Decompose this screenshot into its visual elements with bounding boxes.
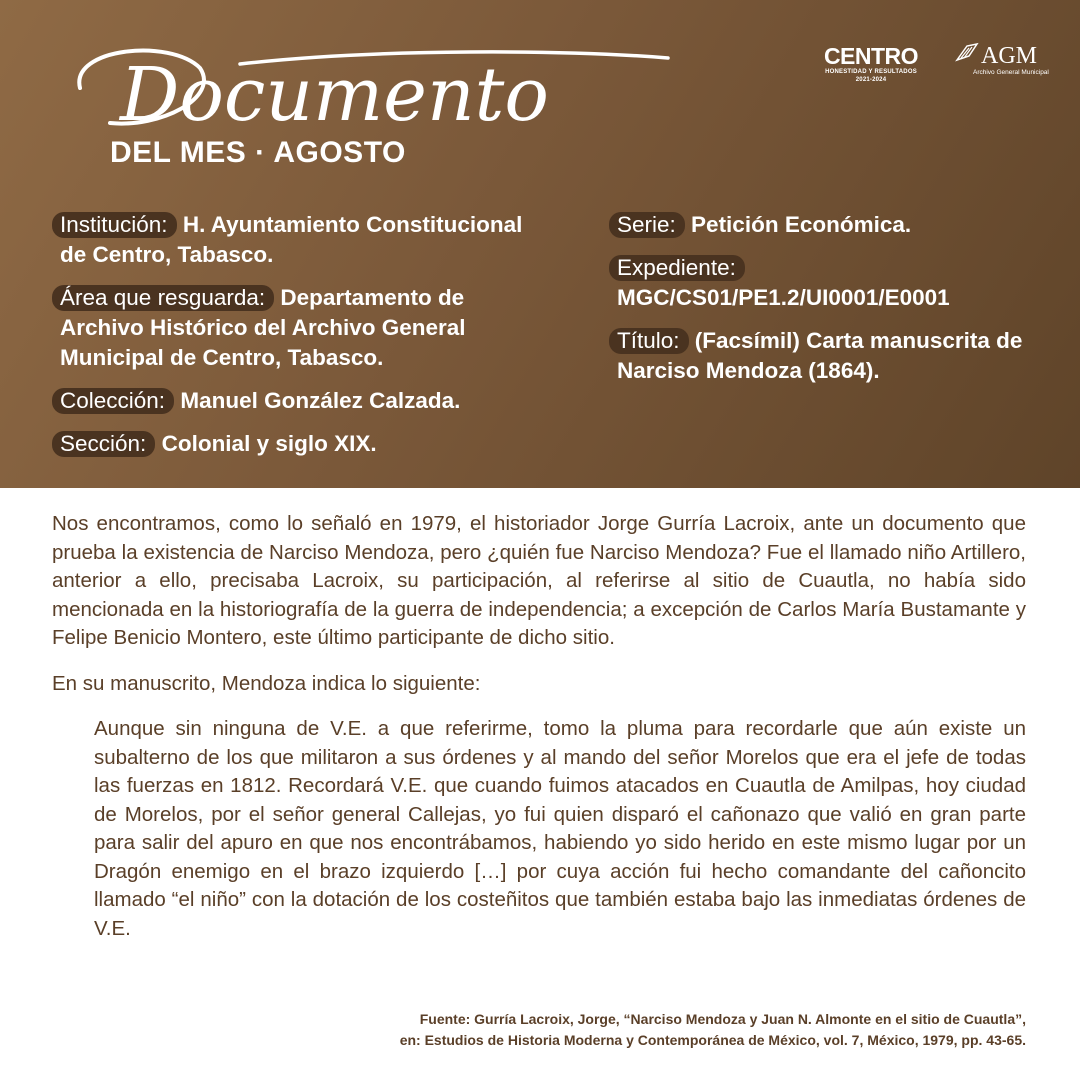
field-expediente: Expediente: MGC/CS01/PE1.2/UI0001/E0001	[617, 253, 1037, 313]
metadata-left	[60, 210, 540, 472]
field-coleccion: Colección: Manuel González Calzada.	[60, 386, 540, 416]
subtitle: DEL MES · AGOSTO	[110, 136, 406, 169]
metadata-right	[617, 210, 1037, 399]
script-title	[50, 28, 690, 138]
field-serie: Serie: Petición Económica.	[617, 210, 1037, 240]
source-citation: Fuente: Gurría Lacroix, Jorge, “Narciso Mendoza y Juan N. Almonte en el sitio de Cuautla”, en: Estudios de Historia Moderna y Contemporánea de México, vol. 7, México, 1979, pp. 43-65.	[399, 1011, 1026, 1048]
body-text	[52, 510, 1026, 943]
svg-text:Documento: Documento	[120, 52, 549, 138]
header-band: Documento DEL MES · AGOSTO CENTRO HONESTIDAD Y RESULTADOS 2021-2024 AGM Archivo General Municipal Institución: H. Ayuntamiento Constitucional de Centro, Tabasco. Área que resguarda: Departamento de Archivo Histórico del Archivo General Municipal de Centro, Tabasco. Colección: Manuel González Calzada. Sección: Colonial y siglo XIX. Serie: Petición Económica. Expediente: MGC/CS01/PE1.2/UI0001/E0001 Título: (Facsímil) Carta manuscrita de Narciso Mendoza (1864).	[0, 0, 1080, 488]
field-area: Área que resguarda: Departamento de Archivo Histórico del Archivo General Municipal de Centro, Tabasco.	[60, 283, 540, 373]
paragraph-intro: Nos encontramos, como lo señaló en 1979, el historiador Jorge Gurría Lacroix, ante un documento que prueba la existencia de Narciso Mendoza, pero ¿quién fue Narciso Mendoza? Fue el llamado niño Artillero, anterior a ello, precisaba Lacroix, su participación, al referirse al sitio de Cuautla, no había sido mencionada en la historiografía de la guerra de independencia; a excepción de Carlos María Bustamante y Felipe Benicio Montero, este último participante de dicho sitio.	[52, 512, 1026, 649]
field-titulo: Título: (Facsímil) Carta manuscrita de Narciso Mendoza (1864).	[617, 326, 1037, 386]
field-seccion: Sección: Colonial y siglo XIX.	[60, 429, 540, 459]
centro-logo: CENTRO HONESTIDAD Y RESULTADOS 2021-2024	[823, 43, 919, 83]
paragraph-lead: En su manuscrito, Mendoza indica lo siguiente:	[52, 671, 481, 695]
field-institucion: Institución: H. Ayuntamiento Constitucional de Centro, Tabasco.	[60, 210, 540, 270]
block-quote: Aunque sin ninguna de V.E. a que referirme, tomo la pluma para recordarle que aún existe un subalterno de los que militaron a sus órdenes y al mando del señor Morelos que era el jefe de todas las fuerzas en 1812. Recordará V.E. que cuando fuimos atacados en Cuautla de Amilpas, hoy ciudad de Morelos, por el señor general Callejas, yo fui quien disparó el cañonazo que valió en gran parte para salir del apuro en que nos encontrábamos, habiendo yo sido herido en este mismo lugar por un Dragón enemigo en el brazo izquierdo […] por cuya acción fui hecho comandante del cañoncito llamado “el niño” con la dotación de los costeñitos que también estaba bajo las inmediatas órdenes de V.E.	[94, 717, 1026, 940]
